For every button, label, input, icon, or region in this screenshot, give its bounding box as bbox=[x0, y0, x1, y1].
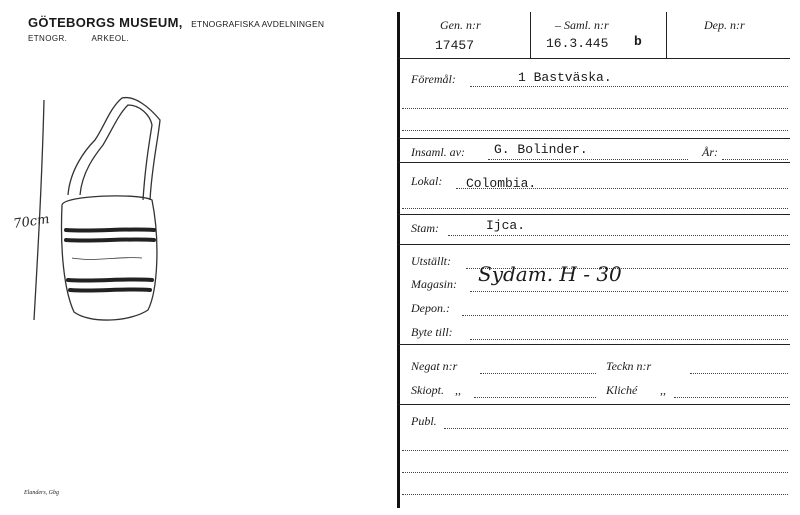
stam-value: Ijca. bbox=[486, 218, 526, 233]
foremal-value: 1 Bastväska. bbox=[518, 70, 612, 85]
depon-label: Depon.: bbox=[411, 301, 450, 315]
lokal-label: Lokal: bbox=[411, 174, 443, 188]
gen-label: Gen. n:r bbox=[440, 18, 481, 32]
insaml-label: Insaml. av: bbox=[411, 145, 465, 159]
saml-value: 16.3.445 bbox=[546, 36, 609, 51]
bag-stripe-1 bbox=[66, 229, 154, 230]
museum-name: GÖTEBORGS MUSEUM, bbox=[28, 15, 183, 30]
byte-label: Byte till: bbox=[411, 325, 453, 339]
magasin-value: Sydam. H - 30 bbox=[478, 262, 622, 286]
lokal-value: Colombia. bbox=[466, 176, 537, 191]
gen-value: 17457 bbox=[435, 38, 475, 53]
saml-label: – Saml. n:r bbox=[555, 18, 609, 32]
bag-body bbox=[62, 196, 157, 320]
foremal-label: Föremål: bbox=[411, 72, 456, 86]
skiopt-label: Skiopt. bbox=[411, 383, 444, 397]
sub-arkeol: ARKEOL. bbox=[91, 34, 129, 43]
negat-label: Negat n:r bbox=[411, 359, 458, 373]
department-name: ETNOGRAFISKA AVDELNINGEN bbox=[191, 19, 325, 29]
saml-suffix: b bbox=[634, 34, 642, 49]
bag-strap-inner bbox=[80, 105, 152, 200]
kliche-ditto: ,, bbox=[660, 383, 666, 397]
bag-stripe-4 bbox=[70, 289, 150, 290]
kliche-label: Kliché bbox=[606, 383, 638, 397]
sketch-measure-label: 70cm bbox=[12, 212, 51, 232]
skiopt-ditto: ,, bbox=[455, 383, 461, 397]
sub-etnogr: ETNOGR. bbox=[28, 34, 68, 43]
dep-label: Dep. n:r bbox=[704, 18, 745, 32]
printer-mark: Elanders, Gbg bbox=[24, 490, 59, 496]
magasin-label: Magasin: bbox=[411, 277, 457, 291]
stam-label: Stam: bbox=[411, 221, 439, 235]
bag-stripe-2 bbox=[66, 239, 154, 240]
ar-label: År: bbox=[702, 145, 718, 159]
insaml-value: G. Bolinder. bbox=[494, 142, 588, 157]
utstallt-label: Utställt: bbox=[411, 254, 452, 268]
publ-label: Publ. bbox=[411, 414, 437, 428]
bag-stripe-3 bbox=[68, 279, 152, 280]
card-divider bbox=[397, 12, 400, 508]
teckn-label: Teckn n:r bbox=[606, 359, 652, 373]
measure-line bbox=[34, 100, 44, 320]
